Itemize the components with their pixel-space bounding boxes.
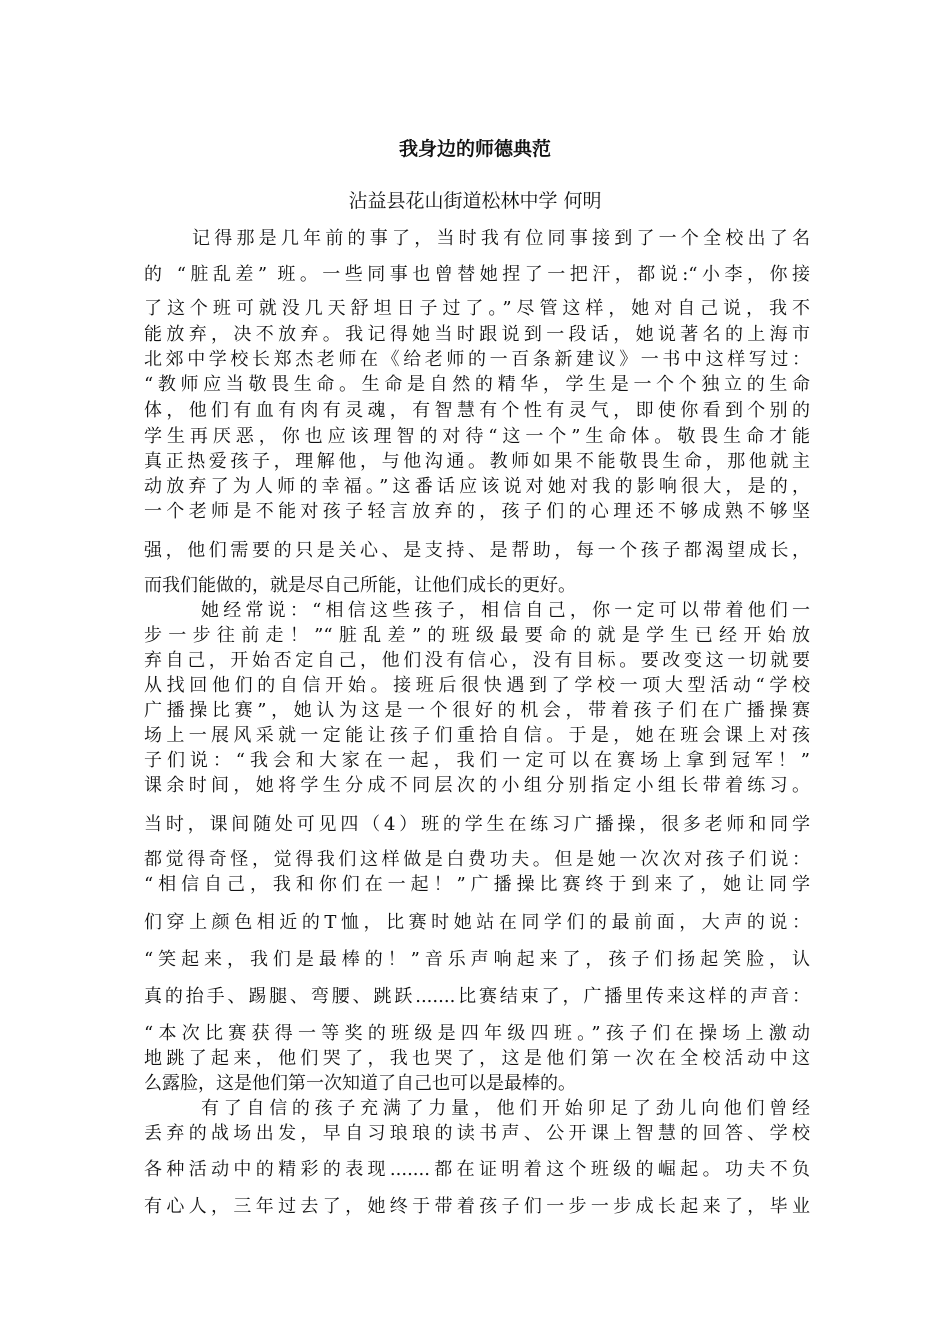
paragraph-line: 动放弃了为人师的幸福。”这番话应该说对她对我的影响很大，是的， — [144, 476, 810, 497]
paragraph-line: 步一步往前走！”“脏乱差”的班级最要命的就是学生已经开始放 — [144, 625, 810, 646]
paragraph-line: 强，他们需要的只是关心、是支持、是帮助，每一个孩子都渴望成长， — [144, 540, 810, 561]
paragraph-line: 她经常说：“相信这些孩子，相信自己，你一定可以带着他们一 — [201, 600, 810, 621]
paragraph-line: 各种活动中的精彩的表现.......都在证明着这个班级的崛起。功夫不负 — [144, 1159, 810, 1180]
paragraph-line: 学生再厌恶，你也应该理智的对待“这一个”生命体。敬畏生命才能 — [144, 426, 810, 447]
paragraph-line: 广播操比赛”，她认为这是一个很好的机会，带着孩子们在广播操赛 — [144, 700, 810, 721]
paragraph-line: 的 “脏乱差” 班。一些同事也曾替她捏了一把汗，都说:“小李，你接 — [144, 264, 810, 285]
paragraph-line: 从找回他们的自信开始。接班后很快遇到了学校一项大型活动“学校 — [144, 675, 810, 696]
paragraph-line: 们穿上颜色相近的T恤，比赛时她站在同学们的最前面，大声的说： — [144, 912, 810, 933]
paragraph-line: 课余时间，她将学生分成不同层次的小组分别指定小组长带着练习。 — [144, 775, 810, 796]
paragraph-line: 一个老师是不能对孩子轻言放弃的，孩子们的心理还不够成熟不够坚 — [144, 501, 810, 522]
paragraph-line: 真正热爱孩子，理解他，与他沟通。教师如果不能敬畏生命，那他就主 — [144, 451, 810, 472]
paragraph-line: 能放弃，决不放弃。我记得她当时跟说到一段话，她说著名的上海市 — [144, 324, 810, 345]
paragraph-line: 弃自己，开始否定自己，他们没有信心，没有目标。要改变这一切就要 — [144, 650, 810, 671]
paragraph-line: 当时，课间随处可见四（4）班的学生在练习广播操，很多老师和同学 — [144, 814, 810, 835]
paragraph-line: 么露脸，这是他们第一次知道了自己也可以是最棒的。 — [144, 1073, 576, 1094]
author-line: 沾益县花山街道松林中学 何明 — [348, 190, 602, 212]
paragraph-line: 北郊中学校长郑杰老师在《给老师的一百条新建议》一书中这样写过： — [144, 349, 810, 370]
paragraph-line: 有心人，三年过去了，她终于带着孩子们一步一步成长起来了，毕业 — [144, 1196, 810, 1217]
paragraph-line: “本次比赛获得一等奖的班级是四年级四班。”孩子们在操场上激动 — [144, 1023, 810, 1044]
paragraph-line: “相信自己，我和你们在一起！”广播操比赛终于到来了，她让同学 — [144, 874, 810, 895]
paragraph-line: “笑起来，我们是最棒的！”音乐声响起来了，孩子们扬起笑脸，认 — [144, 949, 810, 970]
paragraph-line: “教师应当敬畏生命。生命是自然的精华，学生是一个个独立的生命 — [144, 374, 810, 395]
paragraph-line: 记得那是几年前的事了，当时我有位同事接到了一个全校出了名 — [192, 228, 810, 249]
paragraph-line: 子们说：“我会和大家在一起，我们一定可以在赛场上拿到冠军！” — [144, 750, 810, 771]
paragraph-line: 有了自信的孩子充满了力量，他们开始卯足了劲儿向他们曾经 — [201, 1098, 810, 1119]
document-title: 我身边的师德典范 — [398, 138, 551, 160]
paragraph-line: 丢弃的战场出发，早自习琅琅的读书声、公开课上智慧的回答、学校 — [144, 1123, 810, 1144]
paragraph-line: 地跳了起来，他们哭了，我也哭了，这是他们第一次在全校活动中这 — [144, 1048, 810, 1069]
paragraph-line: 体，他们有血有肉有灵魂，有智慧有个性有灵气，即使你看到个别的 — [144, 400, 810, 421]
paragraph-line: 了这个班可就没几天舒坦日子过了。”尽管这样，她对自己说，我不 — [144, 298, 810, 319]
paragraph-line: 真的抬手、踢腿、弯腰、跳跃.......比赛结束了，广播里传来这样的声音： — [144, 986, 810, 1007]
paragraph-line: 都觉得奇怪，觉得我们这样做是白费功夫。但是她一次次对孩子们说： — [144, 849, 810, 870]
paragraph-line: 场上一展风采就一定能让孩子们重拾自信。于是，她在班会课上对孩 — [144, 725, 810, 746]
paragraph-line: 而我们能做的，就是尽自己所能，让他们成长的更好。 — [144, 575, 576, 596]
